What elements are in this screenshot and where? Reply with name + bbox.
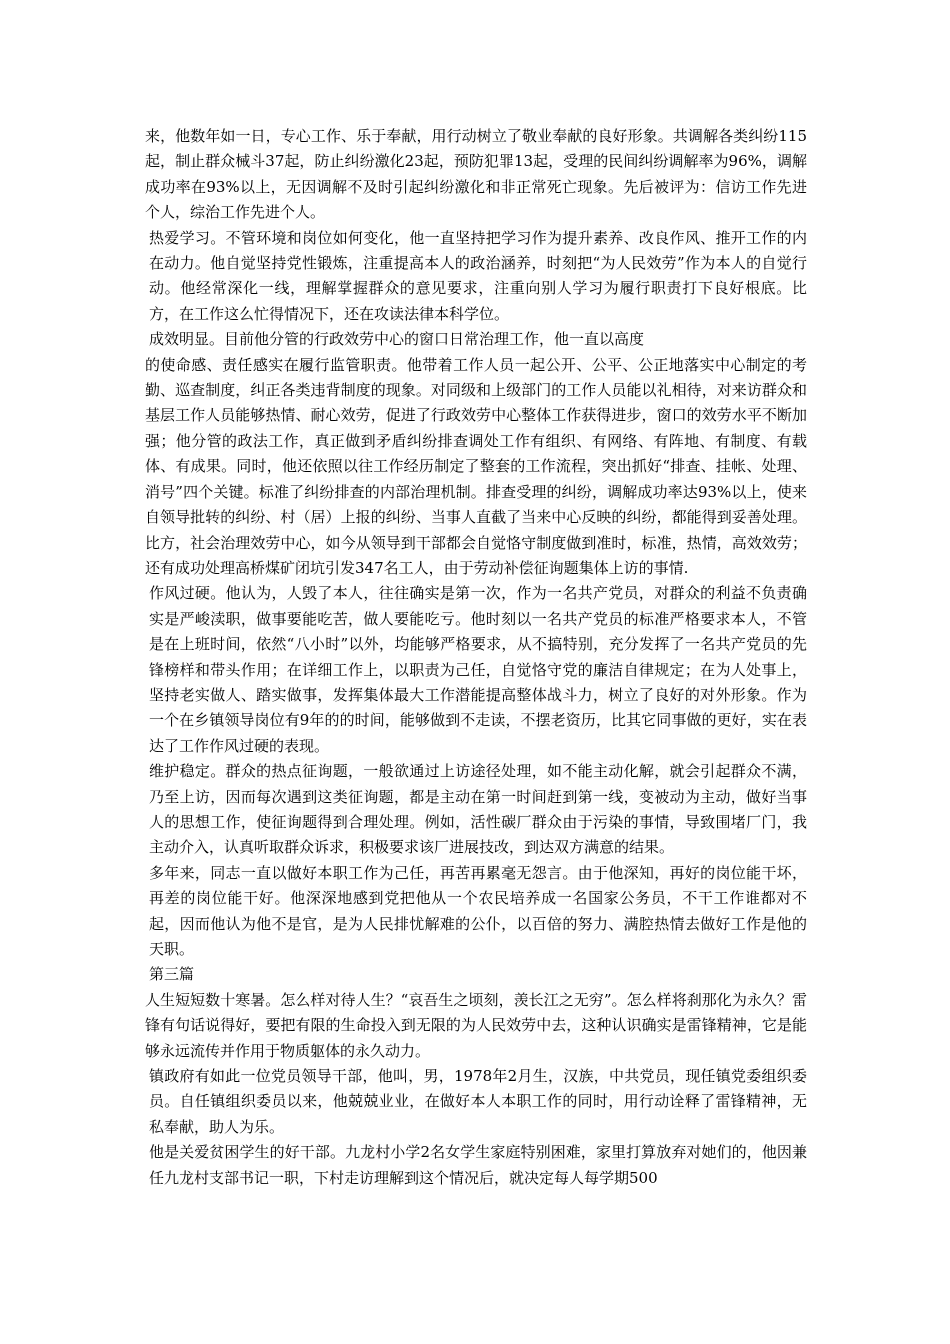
paragraph-4: 的使命感、责任感实在履行监管职责。他带着工作人员一起公开、公平、公正地落实中心制定的考勤、巡查制度，纠正各类违背制度的现象。对同级和上级部门的工作人员能以礼相待，对来访群众和基层工作人员能够热情、耐心效劳，促进了行政效劳中心整体工作获得进步，窗口的效劳水平不断加强；他分管的政法工作，真正做到矛盾纠纷排查调处工作有组织、有网络、有阵地、有制度、有载体、有成果。同时，他还依照以往工作经历制定了整套的工作流程，突出抓好“排查、挂帐、处理、消号”四个关键。标准了纠纷排查的内部治理机制。排查受理的纠纷，调解成功率达93%以上，使来自领导批转的纠纷、村（居）上报的纠纷、当事人直截了当来中心反映的纠纷，都能得到妥善处理。比方，社会治理效劳中心，如今从领导到干部都会自觉恪守制度做到准时，标准，热情，高效效劳；还有成功处理高桥煤矿闭坑引发347名工人，由于劳动补偿征询题集体上访的事情. — [145, 355, 807, 577]
paragraph-10: 他是关爱贫困学生的好干部。九龙村小学2名女学生家庭特别困难，家里打算放弃对她们的，他因兼任九龙村支部书记一职，下村走访理解到这个情况后，就决定每人每学期500 — [149, 1143, 807, 1187]
section-heading: 第三篇 — [149, 965, 195, 984]
paragraph-3: 成效明显。目前他分管的行政效劳中心的窗口日常治理工作，他一直以高度 — [149, 330, 645, 349]
paragraph-5: 作风过硬。他认为，人毁了本人，往往确实是第一次，作为一名共产党员，对群众的利益不负责确实是严峻渎职，做事要能吃苦，做人要能吃亏。他时刻以一名共产党员的标准严格要求本人，不管是在上班时间，依然“八小时”以外，均能够严格要求，从不搞特别，充分发挥了一名共产党员的先锋榜样和带头作用；在详细工作上，以职责为己任，自觉恪守党的廉洁自律规定；在为人处事上，坚持老实做人、踏实做事，发挥集体最大工作潜能提高整体战斗力，树立了良好的对外形象。作为一个在乡镇领导岗位有9年的的时间，能够做到不走读，不摆老资历，比其它同事做的更好，实在表达了工作作风过硬的表现。 — [149, 584, 807, 755]
document-page — [145, 124, 807, 1191]
paragraph-7: 多年来，同志一直以做好本职工作为己任，再苦再累毫无怨言。由于他深知，再好的岗位能干坏，再差的岗位能干好。他深深地感到党把他从一个农民培养成一名国家公务员，不干工作谁都对不起，因而他认为他不是官，是为人民排忧解难的公仆，以百倍的努力、满腔热情去做好工作是他的天职。 — [149, 863, 807, 958]
paragraph-8: 人生短短数十寒暑。怎么样对待人生？“哀吾生之顷刻，羡长江之无穷”。怎么样将刹那化为永久？雷锋有句话说得好，要把有限的生命投入到无限的为人民效劳中去，这种认识确实是雷锋精神，它是能够永远流传并作用于物质躯体的永久动力。 — [145, 990, 807, 1060]
paragraph-1: 来，他数年如一日，专心工作、乐于奉献，用行动树立了敬业奉献的良好形象。共调解各类纠纷115起，制止群众械斗37起，防止纠纷激化23起，预防犯罪13起，受理的民间纠纷调解率为96%，调解成功率在93%以上，无因调解不及时引起纠纷激化和非正常死亡现象。先后被评为：信访工作先进个人，综治工作先进个人。 — [145, 127, 807, 222]
paragraph-9: 镇政府有如此一位党员领导干部，他叫，男，1978年2月生，汉族，中共党员，现任镇党委组织委员。自任镇组织委员以来，他兢兢业业，在做好本人本职工作的同时，用行动诠释了雷锋精神，无私奉献，助人为乐。 — [149, 1067, 807, 1136]
paragraph-2: 热爱学习。不管环境和岗位如何变化，他一直坚持把学习作为提升素养、改良作风、推开工作的内在动力。他自觉坚持党性锻炼，注重提高本人的政治涵养，时刻把“为人民效劳”作为本人的自觉行动。他经常深化一线，理解掌握群众的意见要求，注重向别人学习为履行职责打下良好根底。比方，在工作这么忙得情况下，还在攻读法律本科学位。 — [149, 228, 807, 323]
paragraph-6: 维护稳定。群众的热点征询题，一般欲通过上访途径处理，如不能主动化解，就会引起群众不满，乃至上访，因而每次遇到这类征询题，都是主动在第一时间赶到第一线，变被动为主动，做好当事人的思想工作，使征询题得到合理处理。例如，活性碳厂群众由于污染的事情，导致围堵厂门，我主动介入，认真听取群众诉求，积极要求该厂进展技改，到达双方满意的结果。 — [149, 762, 807, 857]
